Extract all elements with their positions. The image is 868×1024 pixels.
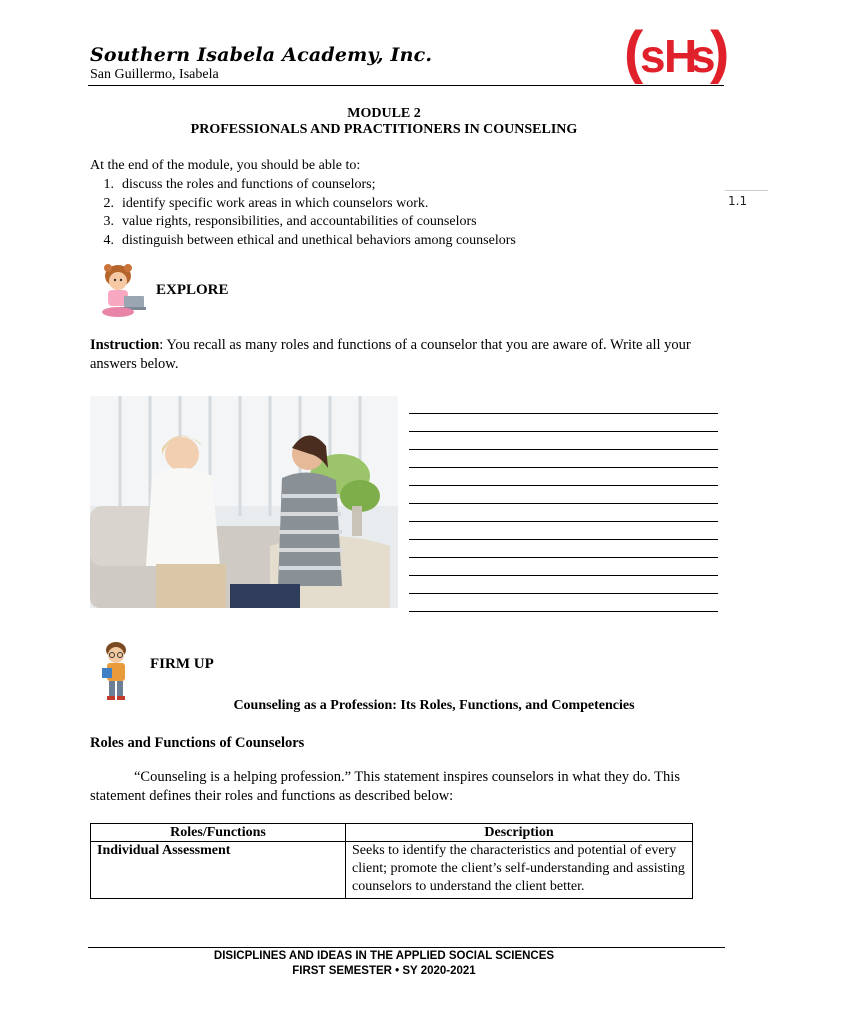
column-header: Description <box>346 824 693 842</box>
table-header-row <box>91 824 693 842</box>
shs-logo <box>620 20 730 86</box>
school-name: Southern Isabela Academy, Inc. <box>90 44 433 66</box>
intro-paragraph: “Counseling is a helping profession.” This statement inspires counselors in what they do. This statement defines their roles and functions as described below: <box>90 769 680 804</box>
table-row <box>91 842 693 899</box>
answer-lines <box>409 396 718 612</box>
answer-line[interactable] <box>409 576 718 594</box>
roles-heading: Roles and Functions of Counselors <box>90 735 305 751</box>
answer-line[interactable] <box>409 468 718 486</box>
roles-table <box>90 823 693 899</box>
boy-reading-icon <box>96 640 136 702</box>
footer-semester: FIRST SEMESTER • SY 2020-2021 <box>292 965 476 977</box>
instruction-text: Instruction: You recall as many roles and functions of a counselor that you are aware of. Write all your answers below. <box>90 337 691 372</box>
objectives-intro: At the end of the module, you should be able to: <box>90 158 361 173</box>
description-cell: Seeks to identify the characteristics and potential of every client; promote the client’s self-understanding and assisting counselors to understand the client better. <box>346 842 693 899</box>
answer-line[interactable] <box>409 594 718 612</box>
objective-item: 2. identify specific work areas in which counselors work. <box>103 195 429 211</box>
explore-heading: EXPLORE <box>156 282 229 298</box>
objectives-list <box>90 176 516 250</box>
answer-line[interactable] <box>409 522 718 540</box>
module-number: MODULE 2 <box>347 106 421 121</box>
answer-line[interactable] <box>409 504 718 522</box>
counseling-session-photo <box>90 396 398 608</box>
answer-line[interactable] <box>409 558 718 576</box>
answer-line[interactable] <box>409 450 718 468</box>
answer-line[interactable] <box>409 396 718 414</box>
answer-line[interactable] <box>409 414 718 432</box>
svg-text:s: s <box>640 30 666 82</box>
svg-text:H: H <box>664 30 698 82</box>
footer-subject: DISICPLINES AND IDEAS IN THE APPLIED SOCIAL SCIENCES <box>213 950 555 962</box>
module-title: PROFESSIONALS AND PRACTITIONERS IN COUNSELING <box>190 122 578 137</box>
answer-line[interactable] <box>409 540 718 558</box>
girl-with-laptop-icon <box>98 262 150 318</box>
svg-text:s: s <box>690 30 716 82</box>
side-marker: 1.1 <box>728 194 748 208</box>
objective-item: 4. distinguish between ethical and unethical behaviors among counselors <box>103 232 516 248</box>
role-cell: Individual Assessment <box>91 842 346 899</box>
column-header: Roles/Functions <box>91 824 346 842</box>
answer-line[interactable] <box>409 486 718 504</box>
section-subtitle: Counseling as a Profession: Its Roles, Functions, and Competencies <box>233 698 635 713</box>
objective-item: 3. value rights, responsibilities, and accountabilities of counselors <box>103 214 477 229</box>
svg-text:): ) <box>710 20 730 85</box>
answer-line[interactable] <box>409 432 718 450</box>
svg-text:(: ( <box>624 20 644 85</box>
firm-up-heading: FIRM UP <box>150 656 214 672</box>
side-marker-rule <box>725 190 768 191</box>
school-location: San Guillermo, Isabela <box>90 67 219 82</box>
footer-divider <box>88 947 725 948</box>
objective-item: 1. discuss the roles and functions of counselors; <box>103 177 376 192</box>
